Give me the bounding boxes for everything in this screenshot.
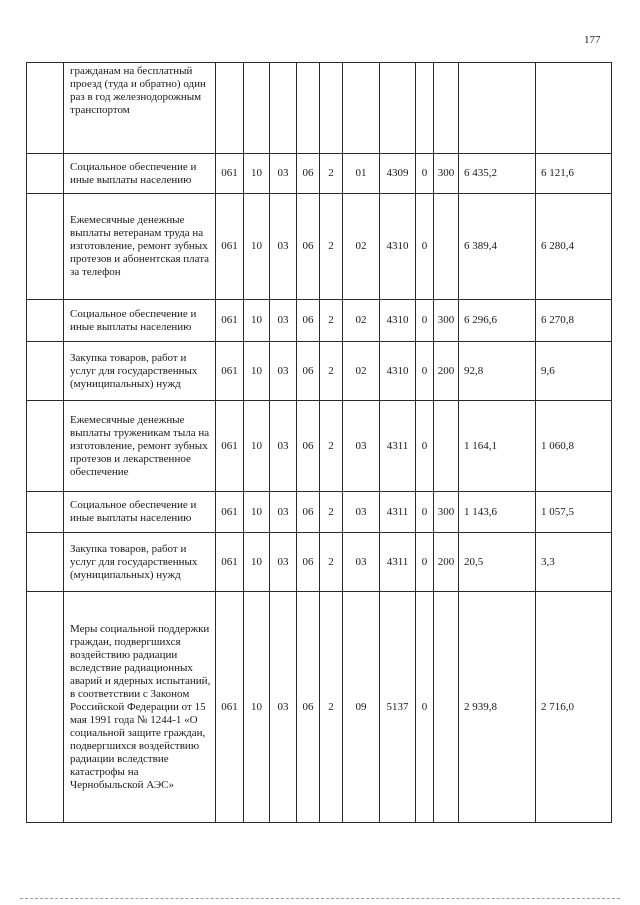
- cell-csr-2: 2: [320, 401, 343, 492]
- cell-csr-1: 06: [297, 533, 320, 592]
- cell-csr-2: 2: [320, 194, 343, 300]
- table-row: [27, 154, 612, 194]
- cell-csr-1: 06: [297, 154, 320, 194]
- cell-pr: 03: [270, 342, 297, 401]
- cell-ved: 061: [216, 300, 244, 342]
- cell-csr-1: [297, 63, 320, 154]
- cell-sum-2: 6 280,4: [536, 194, 612, 300]
- cell-csr-1: 06: [297, 492, 320, 533]
- cell-pr: 03: [270, 401, 297, 492]
- cell-pr: 03: [270, 533, 297, 592]
- cell-csr-3: 03: [343, 533, 380, 592]
- table-row: [27, 63, 612, 154]
- cell-rz: 10: [244, 342, 270, 401]
- row-name: Меры социальной поддержки граждан, подвергшихся воздействию радиации вследствие радиационных аварий и ядерных испытаний, в соответствии с Законом Российской Федерации от 15 мая 1991 года № 1244-1 «О социальной защите граждан, подвергшихся воздействию радиации вследствие катастрофы на Чернобыльской АЭС»: [64, 592, 216, 823]
- cell-pr: 03: [270, 194, 297, 300]
- cell-ved: 061: [216, 492, 244, 533]
- cell-rz: 10: [244, 592, 270, 823]
- cell-csr-2: 2: [320, 492, 343, 533]
- row-name: Социальное обеспечение и иные выплаты населению: [64, 300, 216, 342]
- cell-csr-4: 4310: [380, 194, 416, 300]
- cell-pr: 03: [270, 592, 297, 823]
- cell-csr-5: 0: [416, 401, 434, 492]
- cell-vr: 200: [434, 342, 459, 401]
- table-row: [27, 342, 612, 401]
- cell-sum-1: 2 939,8: [459, 592, 536, 823]
- cell-vr: 300: [434, 492, 459, 533]
- cell-vr: [434, 401, 459, 492]
- cell-vr: [434, 592, 459, 823]
- cell-csr-4: 4310: [380, 342, 416, 401]
- cell-csr-2: [320, 63, 343, 154]
- cell-rz: [244, 63, 270, 154]
- cell-csr-4: 4311: [380, 401, 416, 492]
- cell-ved: 061: [216, 342, 244, 401]
- cell-sum-1: 6 435,2: [459, 154, 536, 194]
- cell-csr-1: 06: [297, 401, 320, 492]
- cell-sum-2: 3,3: [536, 533, 612, 592]
- cell-csr-2: 2: [320, 154, 343, 194]
- cell-ved: 061: [216, 592, 244, 823]
- table-row: [27, 300, 612, 342]
- cell-rz: 10: [244, 533, 270, 592]
- cell-rz: 10: [244, 194, 270, 300]
- blank-cell: [27, 194, 64, 300]
- cell-sum-2: 1 057,5: [536, 492, 612, 533]
- cell-vr: 300: [434, 300, 459, 342]
- budget-table: [26, 62, 612, 823]
- cell-vr: 300: [434, 154, 459, 194]
- cell-sum-1: 20,5: [459, 533, 536, 592]
- cell-csr-1: 06: [297, 342, 320, 401]
- cell-csr-4: 4311: [380, 533, 416, 592]
- cell-csr-2: 2: [320, 342, 343, 401]
- cell-sum-1: 1 164,1: [459, 401, 536, 492]
- blank-cell: [27, 300, 64, 342]
- page-number: 177: [584, 34, 601, 46]
- blank-cell: [27, 342, 64, 401]
- blank-cell: [27, 492, 64, 533]
- row-name: Закупка товаров, работ и услуг для государственных (муниципальных) нужд: [64, 533, 216, 592]
- table-row: [27, 194, 612, 300]
- cell-sum-2: 2 716,0: [536, 592, 612, 823]
- cell-ved: 061: [216, 401, 244, 492]
- cell-csr-4: 4311: [380, 492, 416, 533]
- cell-sum-1: 92,8: [459, 342, 536, 401]
- cell-pr: 03: [270, 300, 297, 342]
- cell-csr-1: 06: [297, 592, 320, 823]
- cell-rz: 10: [244, 492, 270, 533]
- cell-vr: [434, 194, 459, 300]
- cell-sum-1: [459, 63, 536, 154]
- cell-pr: [270, 63, 297, 154]
- row-name: Социальное обеспечение и иные выплаты населению: [64, 154, 216, 194]
- footer-divider: [20, 898, 620, 899]
- cell-ved: 061: [216, 154, 244, 194]
- cell-csr-5: [416, 63, 434, 154]
- cell-csr-5: 0: [416, 533, 434, 592]
- cell-ved: 061: [216, 533, 244, 592]
- blank-cell: [27, 533, 64, 592]
- cell-csr-5: 0: [416, 154, 434, 194]
- blank-cell: [27, 592, 64, 823]
- cell-sum-2: 6 121,6: [536, 154, 612, 194]
- cell-csr-1: 06: [297, 194, 320, 300]
- cell-csr-3: 09: [343, 592, 380, 823]
- blank-cell: [27, 63, 64, 154]
- cell-sum-1: 6 389,4: [459, 194, 536, 300]
- cell-ved: 061: [216, 194, 244, 300]
- cell-csr-3: 03: [343, 401, 380, 492]
- cell-csr-3: 02: [343, 300, 380, 342]
- cell-csr-5: 0: [416, 300, 434, 342]
- cell-vr: [434, 63, 459, 154]
- cell-csr-5: 0: [416, 194, 434, 300]
- cell-csr-5: 0: [416, 592, 434, 823]
- cell-csr-4: [380, 63, 416, 154]
- blank-cell: [27, 401, 64, 492]
- table-row: [27, 533, 612, 592]
- cell-csr-2: 2: [320, 592, 343, 823]
- cell-csr-4: 5137: [380, 592, 416, 823]
- table-row: [27, 492, 612, 533]
- table-row: [27, 592, 612, 823]
- cell-pr: 03: [270, 154, 297, 194]
- cell-sum-2: 1 060,8: [536, 401, 612, 492]
- row-name: Ежемесячные денежные выплаты труженикам тыла на изготовление, ремонт зубных протезов и лекарственное обеспечение: [64, 401, 216, 492]
- cell-csr-3: 03: [343, 492, 380, 533]
- cell-csr-4: 4310: [380, 300, 416, 342]
- table-row: [27, 401, 612, 492]
- blank-cell: [27, 154, 64, 194]
- cell-csr-5: 0: [416, 492, 434, 533]
- cell-csr-5: 0: [416, 342, 434, 401]
- cell-csr-3: 02: [343, 342, 380, 401]
- cell-csr-1: 06: [297, 300, 320, 342]
- cell-csr-2: 2: [320, 300, 343, 342]
- cell-csr-3: 01: [343, 154, 380, 194]
- cell-csr-2: 2: [320, 533, 343, 592]
- row-name: гражданам на бесплатный проезд (туда и обратно) один раз в год железнодорожным транспортом: [64, 63, 216, 154]
- row-name: Социальное обеспечение и иные выплаты населению: [64, 492, 216, 533]
- cell-sum-2: 6 270,8: [536, 300, 612, 342]
- cell-csr-3: [343, 63, 380, 154]
- cell-pr: 03: [270, 492, 297, 533]
- cell-sum-1: 1 143,6: [459, 492, 536, 533]
- cell-csr-4: 4309: [380, 154, 416, 194]
- row-name: Ежемесячные денежные выплаты ветеранам труда на изготовление, ремонт зубных протезов и абонентская плата за телефон: [64, 194, 216, 300]
- cell-rz: 10: [244, 154, 270, 194]
- row-name: Закупка товаров, работ и услуг для государственных (муниципальных) нужд: [64, 342, 216, 401]
- cell-rz: 10: [244, 401, 270, 492]
- cell-rz: 10: [244, 300, 270, 342]
- cell-vr: 200: [434, 533, 459, 592]
- cell-sum-2: [536, 63, 612, 154]
- cell-ved: [216, 63, 244, 154]
- cell-csr-3: 02: [343, 194, 380, 300]
- cell-sum-1: 6 296,6: [459, 300, 536, 342]
- cell-sum-2: 9,6: [536, 342, 612, 401]
